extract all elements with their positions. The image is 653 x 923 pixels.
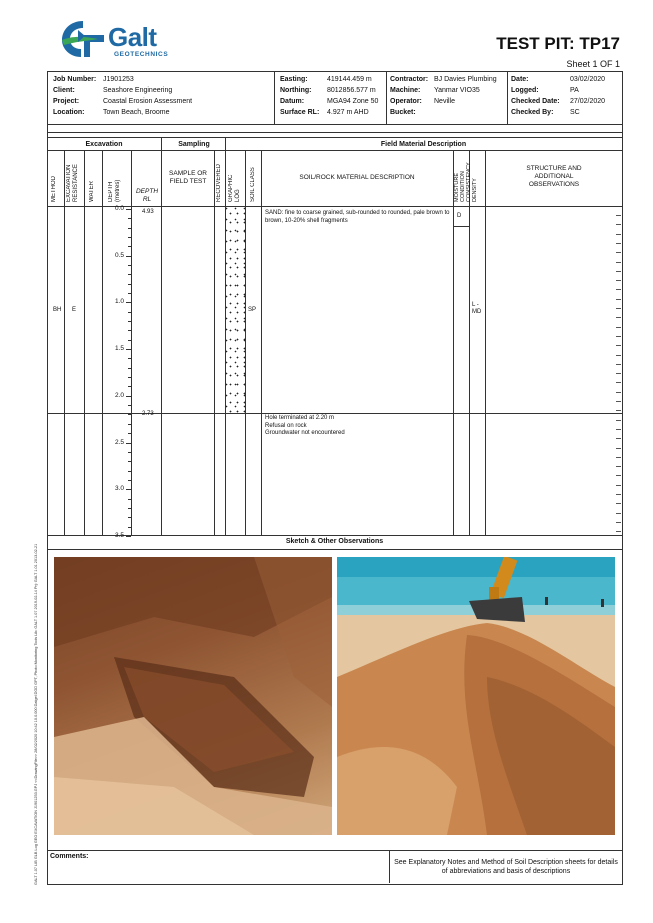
right-edge-tick [616,503,621,504]
info-divider [274,71,275,124]
col-line [161,137,162,535]
depth-minor-tick [128,433,131,434]
depth-minor-tick [128,358,131,359]
section-excavation: Excavation [85,141,123,148]
logo-name: Galt [108,22,157,52]
col-header-water: WATER [89,181,95,202]
depth-minor-tick [128,218,131,219]
col-line [64,150,65,535]
resistance-value: E [72,307,77,313]
depth-tick [126,209,131,210]
right-edge-tick [616,262,621,263]
depth-minor-tick [128,293,131,294]
section-row-bottom [47,150,622,151]
col-header-moisture: MOISTURE CONDITION CONSISTENCY DENSITY [454,162,478,202]
col-line [245,150,246,535]
info-block [53,76,618,124]
right-edge-tick [616,252,621,253]
right-edge-tick [616,224,621,225]
depth-tick [126,256,131,257]
col-line [453,150,454,535]
surface-rl-value: 4.927 m AHD [327,109,369,116]
location-value: Town Beach, Broome [103,109,170,116]
depth-tick-label: 1.0 [114,298,124,306]
col-line [261,150,262,535]
logged-label: Logged: [511,87,539,94]
depth-tick [126,443,131,444]
test-pit-photo [54,557,332,835]
right-edge-tick [616,373,621,374]
depth-minor-tick [128,340,131,341]
beach-illustration [337,557,615,835]
depth-tick [126,302,131,303]
graphic-log-sand-offset [226,207,245,413]
col-header-method: METHOD [51,176,57,202]
rule [47,132,622,133]
right-edge-tick [616,513,621,514]
project-label: Project: [53,98,80,105]
right-edge-tick [616,364,621,365]
soil-class-value: SP [248,307,257,313]
depth-minor-tick [128,405,131,406]
rl-bottom-value: 2.73 [142,411,154,417]
right-edge-tick [616,457,621,458]
depth-tick-label: 0.5 [114,251,124,259]
depth-axis [131,208,132,535]
col-header-graphic-log: GRAPHIC LOG [228,174,241,202]
comments-divider [389,850,390,883]
depth-tick [126,489,131,490]
right-edge-tick [616,280,621,281]
right-edge-tick [616,327,621,328]
checked-date-value: 27/02/2020 [570,98,606,105]
right-edge-tick [616,475,621,476]
depth-minor-tick [128,274,131,275]
col-line [485,150,486,535]
method-value: BH [53,307,62,313]
depth-minor-tick [128,461,131,462]
depth-minor-tick [128,517,131,518]
depth-minor-tick [128,386,131,387]
bucket-label: Bucket: [390,109,416,116]
datum-label: Datum: [280,98,305,105]
right-edge-tick [616,401,621,402]
easting-label: Easting: [280,76,308,83]
logo-subtitle: GEOTECHNICS [114,51,169,58]
right-edge-tick [616,522,621,523]
depth-tick-label: 0.0 [114,205,124,212]
comments-label: Comments: [50,853,89,860]
depth-tick [126,349,131,350]
density-value: L - MD [472,302,482,315]
col-line [84,150,85,535]
sketch-title-rule [47,549,622,550]
col-header-depth: DEPTH (metres) [108,179,121,202]
depth-minor-tick [128,368,131,369]
right-edge-tick [616,531,621,532]
depth-minor-tick [128,312,131,313]
right-edge-tick [616,299,621,300]
right-edge-tick [616,448,621,449]
col-header-depth-rl: DEPTH RL [135,188,159,203]
company-logo [58,18,188,62]
col-header-soil-class: SOIL CLASS [250,167,256,202]
date-value: 03/02/2020 [570,76,606,83]
beach-excavation-photo [337,557,615,835]
depth-tick-label: 2.5 [114,438,124,446]
depth-minor-tick [128,452,131,453]
client-value: Seashore Engineering [103,87,173,94]
pit-illustration [54,557,332,835]
project-value: Coastal Erosion Assessment [103,98,193,105]
section-field-material: Field Material Description [380,141,467,148]
right-edge-tick [616,345,621,346]
layer-boundary [47,413,622,414]
section-sampling: Sampling [178,141,210,148]
info-divider [507,71,508,124]
right-edge-tick [616,271,621,272]
material-description: SAND: fine to coarse grained, sub-rounded to rounded, pale brown to brown, 10-20% shell fragments [265,210,450,224]
side-print-info: GALT 1.07 LIB GLB Log GEO EXCAVATION J1901253.GPJ <<DrawingFile>> 28/02/2020 10:42 10.0.000 Datgel DGD GPT, Photo Monitoring Tools Lib: GALT 1.07 2019-02-14 Prj: GALT 1.01 2013-02-21 [34,543,38,885]
right-edge-tick [616,410,621,411]
right-edge-tick [616,355,621,356]
logo-icon [58,18,108,60]
right-edge-tick [616,429,621,430]
depth-minor-tick [128,508,131,509]
location-label: Location: [53,109,85,116]
sketch-title: Sketch & Other Observations [285,538,384,545]
depth-minor-tick [128,330,131,331]
depth-minor-tick [128,228,131,229]
depth-minor-tick [128,321,131,322]
rule [47,137,622,138]
northing-label: Northing: [280,87,312,94]
operator-value: Neville [434,98,456,105]
info-divider [386,71,387,124]
moisture-value: D [457,213,462,219]
depth-tick-label: 3.0 [114,485,124,493]
depth-tick [126,396,131,397]
easting-value: 419144.459 m [327,76,372,83]
surface-rl-label: Surface RL: [280,109,320,116]
col-header-structure: STRUCTURE AND ADDITIONAL OBSERVATIONS [526,165,582,188]
depth-minor-tick [128,527,131,528]
datum-value: MGA94 Zone 50 [327,98,379,105]
right-edge-tick [616,215,621,216]
date-label: Date: [511,76,529,83]
sheet-number: Sheet 1 OF 1 [566,59,620,69]
right-edge-tick [616,392,621,393]
right-edge-tick [616,317,621,318]
right-edge-tick [616,466,621,467]
logged-value: PA [570,87,579,94]
log-bottom [47,535,622,536]
right-edge-tick [616,438,621,439]
contractor-label: Contractor: [390,76,429,83]
right-edge-tick [616,289,621,290]
depth-minor-tick [128,424,131,425]
right-edge-tick [616,485,621,486]
col-line [214,150,215,535]
depth-tick [126,536,131,537]
depth-minor-tick [128,284,131,285]
right-edge-tick [616,420,621,421]
job-number-label: Job Number: [53,76,97,83]
col-header-sample: SAMPLE OR FIELD TEST [169,170,207,185]
depth-minor-tick [128,499,131,500]
contractor-value: BJ Davies Plumbing [434,76,497,83]
comments-top-rule [47,850,622,851]
col-line [102,150,103,535]
depth-tick-label: 3.5 [114,531,124,539]
depth-minor-tick [128,237,131,238]
right-edge-tick [616,382,621,383]
moisture-cell-rule [453,226,469,227]
depth-minor-tick [128,471,131,472]
machine-value: Yanmar VIO35 [434,87,480,94]
depth-tick-label: 1.5 [114,345,124,353]
depth-tick-label: 2.0 [114,391,124,399]
machine-label: Machine: [390,87,421,94]
northing-value: 8012856.577 m [327,87,376,94]
rl-top-value: 4.93 [142,209,154,215]
checked-date-label: Checked Date: [511,98,560,105]
checked-by-value: SC [570,109,580,116]
right-edge-tick [616,336,621,337]
depth-minor-tick [128,480,131,481]
col-header-resistance: EXCAVATION RESISTANCE [66,164,79,202]
depth-minor-tick [128,265,131,266]
depth-minor-tick [128,377,131,378]
page-title: TEST PIT: TP17 [496,34,620,53]
client-label: Client: [53,87,75,94]
right-edge-tick [616,494,621,495]
depth-minor-tick [128,414,131,415]
explanatory-note: See Explanatory Notes and Method of Soil Description sheets for details of abbreviations and basis of descriptions [394,859,618,875]
column-header-bottom [47,206,622,207]
termination-note: Hole terminated at 2.20 m Refusal on rock Groundwater not encountered [265,415,345,436]
col-header-material: SOIL/ROCK MATERIAL DESCRIPTION [299,174,415,181]
col-line [469,150,470,535]
job-number-value: J1901253 [103,76,134,83]
right-edge-tick [616,234,621,235]
right-edge-tick [616,243,621,244]
depth-minor-tick [128,246,131,247]
info-bottom-rule [47,124,622,125]
checked-by-label: Checked By: [511,109,554,116]
right-edge-tick [616,308,621,309]
col-header-recovered: RECOVERED [216,163,222,202]
operator-label: Operator: [390,98,422,105]
